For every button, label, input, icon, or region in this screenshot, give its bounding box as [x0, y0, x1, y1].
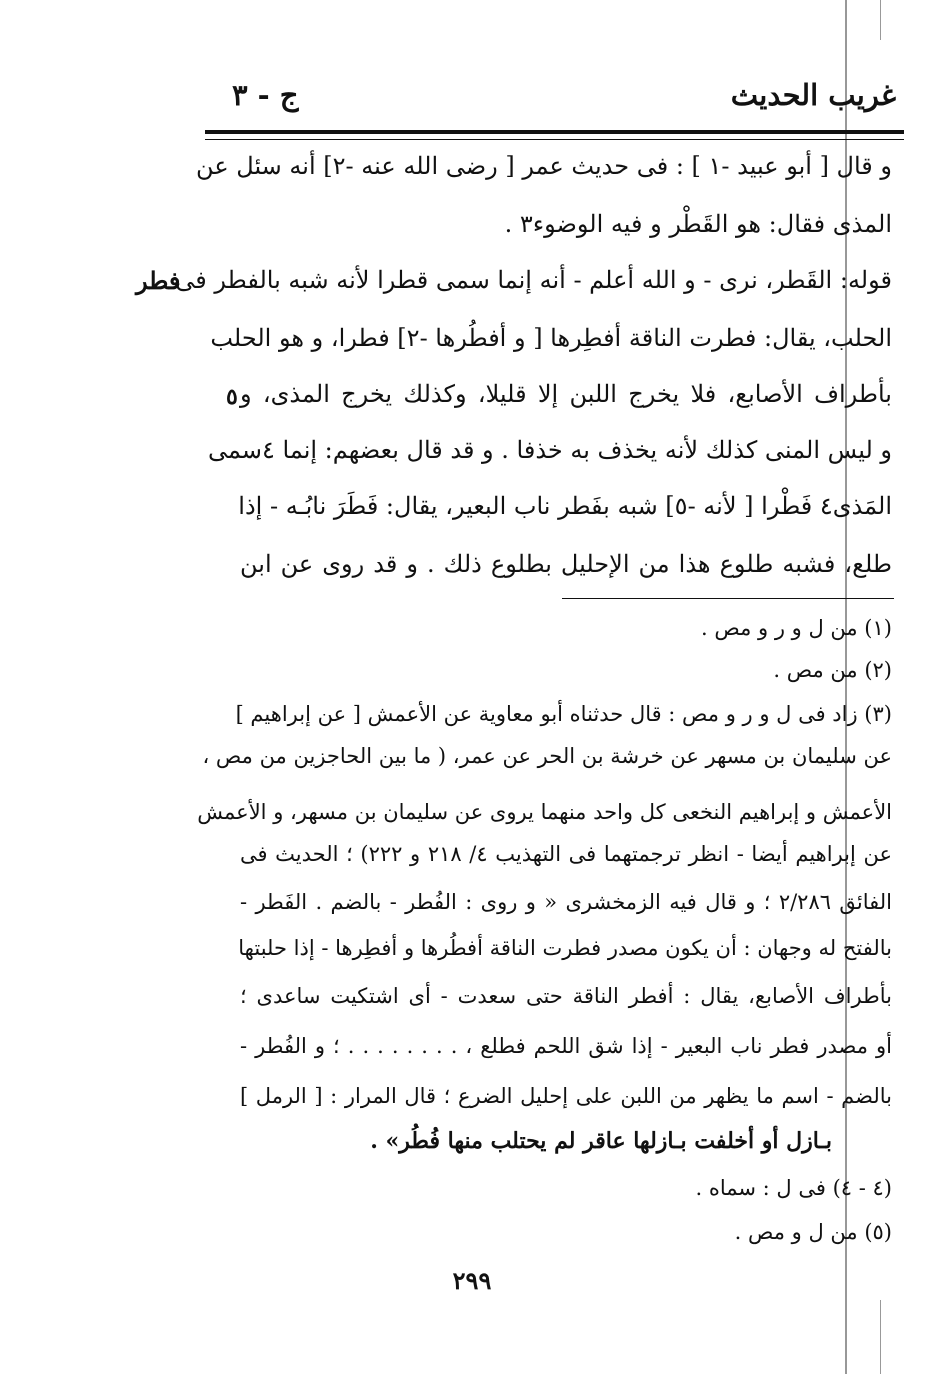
footnote: (٢) من مص .: [773, 658, 892, 682]
body-line: و قال [ أبو عبيد -١ ] : فى حديث عمر [ رضى الله عنه -٢] أنه سئل عن: [196, 152, 892, 180]
binding-shadow-line: [845, 0, 847, 1374]
body-line: قوله: القَطر، نرى - و الله أعلم - أنه إنما سمى قطرا لأنه شبه بالفطر فى: [175, 266, 892, 294]
footnote: (٣) زاد فى ل و ر و مص : قال حدثناه أبو معاوية عن الأعمش [ عن إبراهيم ]: [235, 702, 892, 726]
footnote-separator: [562, 598, 894, 599]
body-line: بأطراف الأصابع، فلا يخرج اللبن إلا قليلا، وكذلك يخرج المذى، و: [240, 380, 892, 408]
footnote: الفائق ٢/٢٨٦ ؛ و قال فيه الزمخشرى « و روى : الفُطر - بالضم . الفَطر -: [240, 890, 892, 914]
page-number: ٢٩٩: [452, 1266, 492, 1295]
margin-gloss: فطر: [136, 266, 181, 295]
page-edge-mark: [880, 1300, 881, 1374]
body-line: طلع، فشبه طلوع هذا من الإحليل بطلوع ذلك . و قد روى عن ابن: [240, 550, 892, 578]
footnote: (٤ - ٤) فى ل : سماه .: [695, 1176, 892, 1200]
body-line: و ليس المنى كذلك لأنه يخذف به خذفا . و قد قال بعضهم: إنما ٤سمى: [208, 436, 892, 464]
footnote: أو مصدر فطر ناب البعير - إذا شق اللحم فطلع ، . . . . . . . . ؛ و الفُطر -: [240, 1034, 892, 1058]
running-head-volume: ج - ٣: [232, 78, 299, 112]
line-number: ٥: [226, 384, 238, 410]
footnote: (٥) من ل و مص .: [734, 1220, 892, 1244]
footnote: عن سليمان بن مسهر عن خرشة بن الحر عن عمر، ( ما بين الحاجزين من مص ،: [202, 744, 892, 768]
footnote: (١) من ل و ر و مص .: [701, 616, 892, 640]
footnote: عن إبراهيم أيضا - انظر ترجمتهما فى التهذيب ٤/ ٢١٨ و ٢٢٢) ؛ الحديث فى: [240, 842, 892, 866]
page-edge-mark: [880, 0, 881, 40]
running-head-title: غريب الحديث: [730, 78, 896, 112]
body-line: المذى فقال: هو القَطْر و فيه الوضوء٣ .: [504, 210, 892, 238]
header-rule-thick: [205, 130, 904, 134]
footnote: الأعمش و إبراهيم النخعى كل واحد منهما يروى عن سليمان بن مسهر، و الأعمش: [197, 800, 892, 824]
footnote: بأطراف الأصابع، يقال : أفطر الناقة حتى سعدت - أى اشتكيت ساعدى ؛: [240, 984, 892, 1008]
footnote: بالضم - اسم ما يظهر من اللبن على إحليل الضرع ؛ قال المرار : [ الرمل ]: [240, 1084, 892, 1108]
body-line: الحلب، يقال: فطرت الناقة أفطِرها [ و أفطُرها -٢] فطرا، و هو الحلب: [210, 324, 892, 352]
header-rule-thin: [205, 139, 904, 140]
verse-line: بـازل أو أخلفت بـازلها عاقر لم يحتلب منها فُطُر» .: [370, 1128, 832, 1154]
footnote: بالفتح له وجهان : أن يكون مصدر فطرت الناقة أفطُرها و أفطِرها - إذا حلبتها: [238, 936, 892, 960]
body-line: المَذى٤ فَطْرا [ لأنه -٥] شبه بفَطر ناب البعير، يقال: فَطَرَ نابُـه - إذا: [238, 492, 892, 520]
